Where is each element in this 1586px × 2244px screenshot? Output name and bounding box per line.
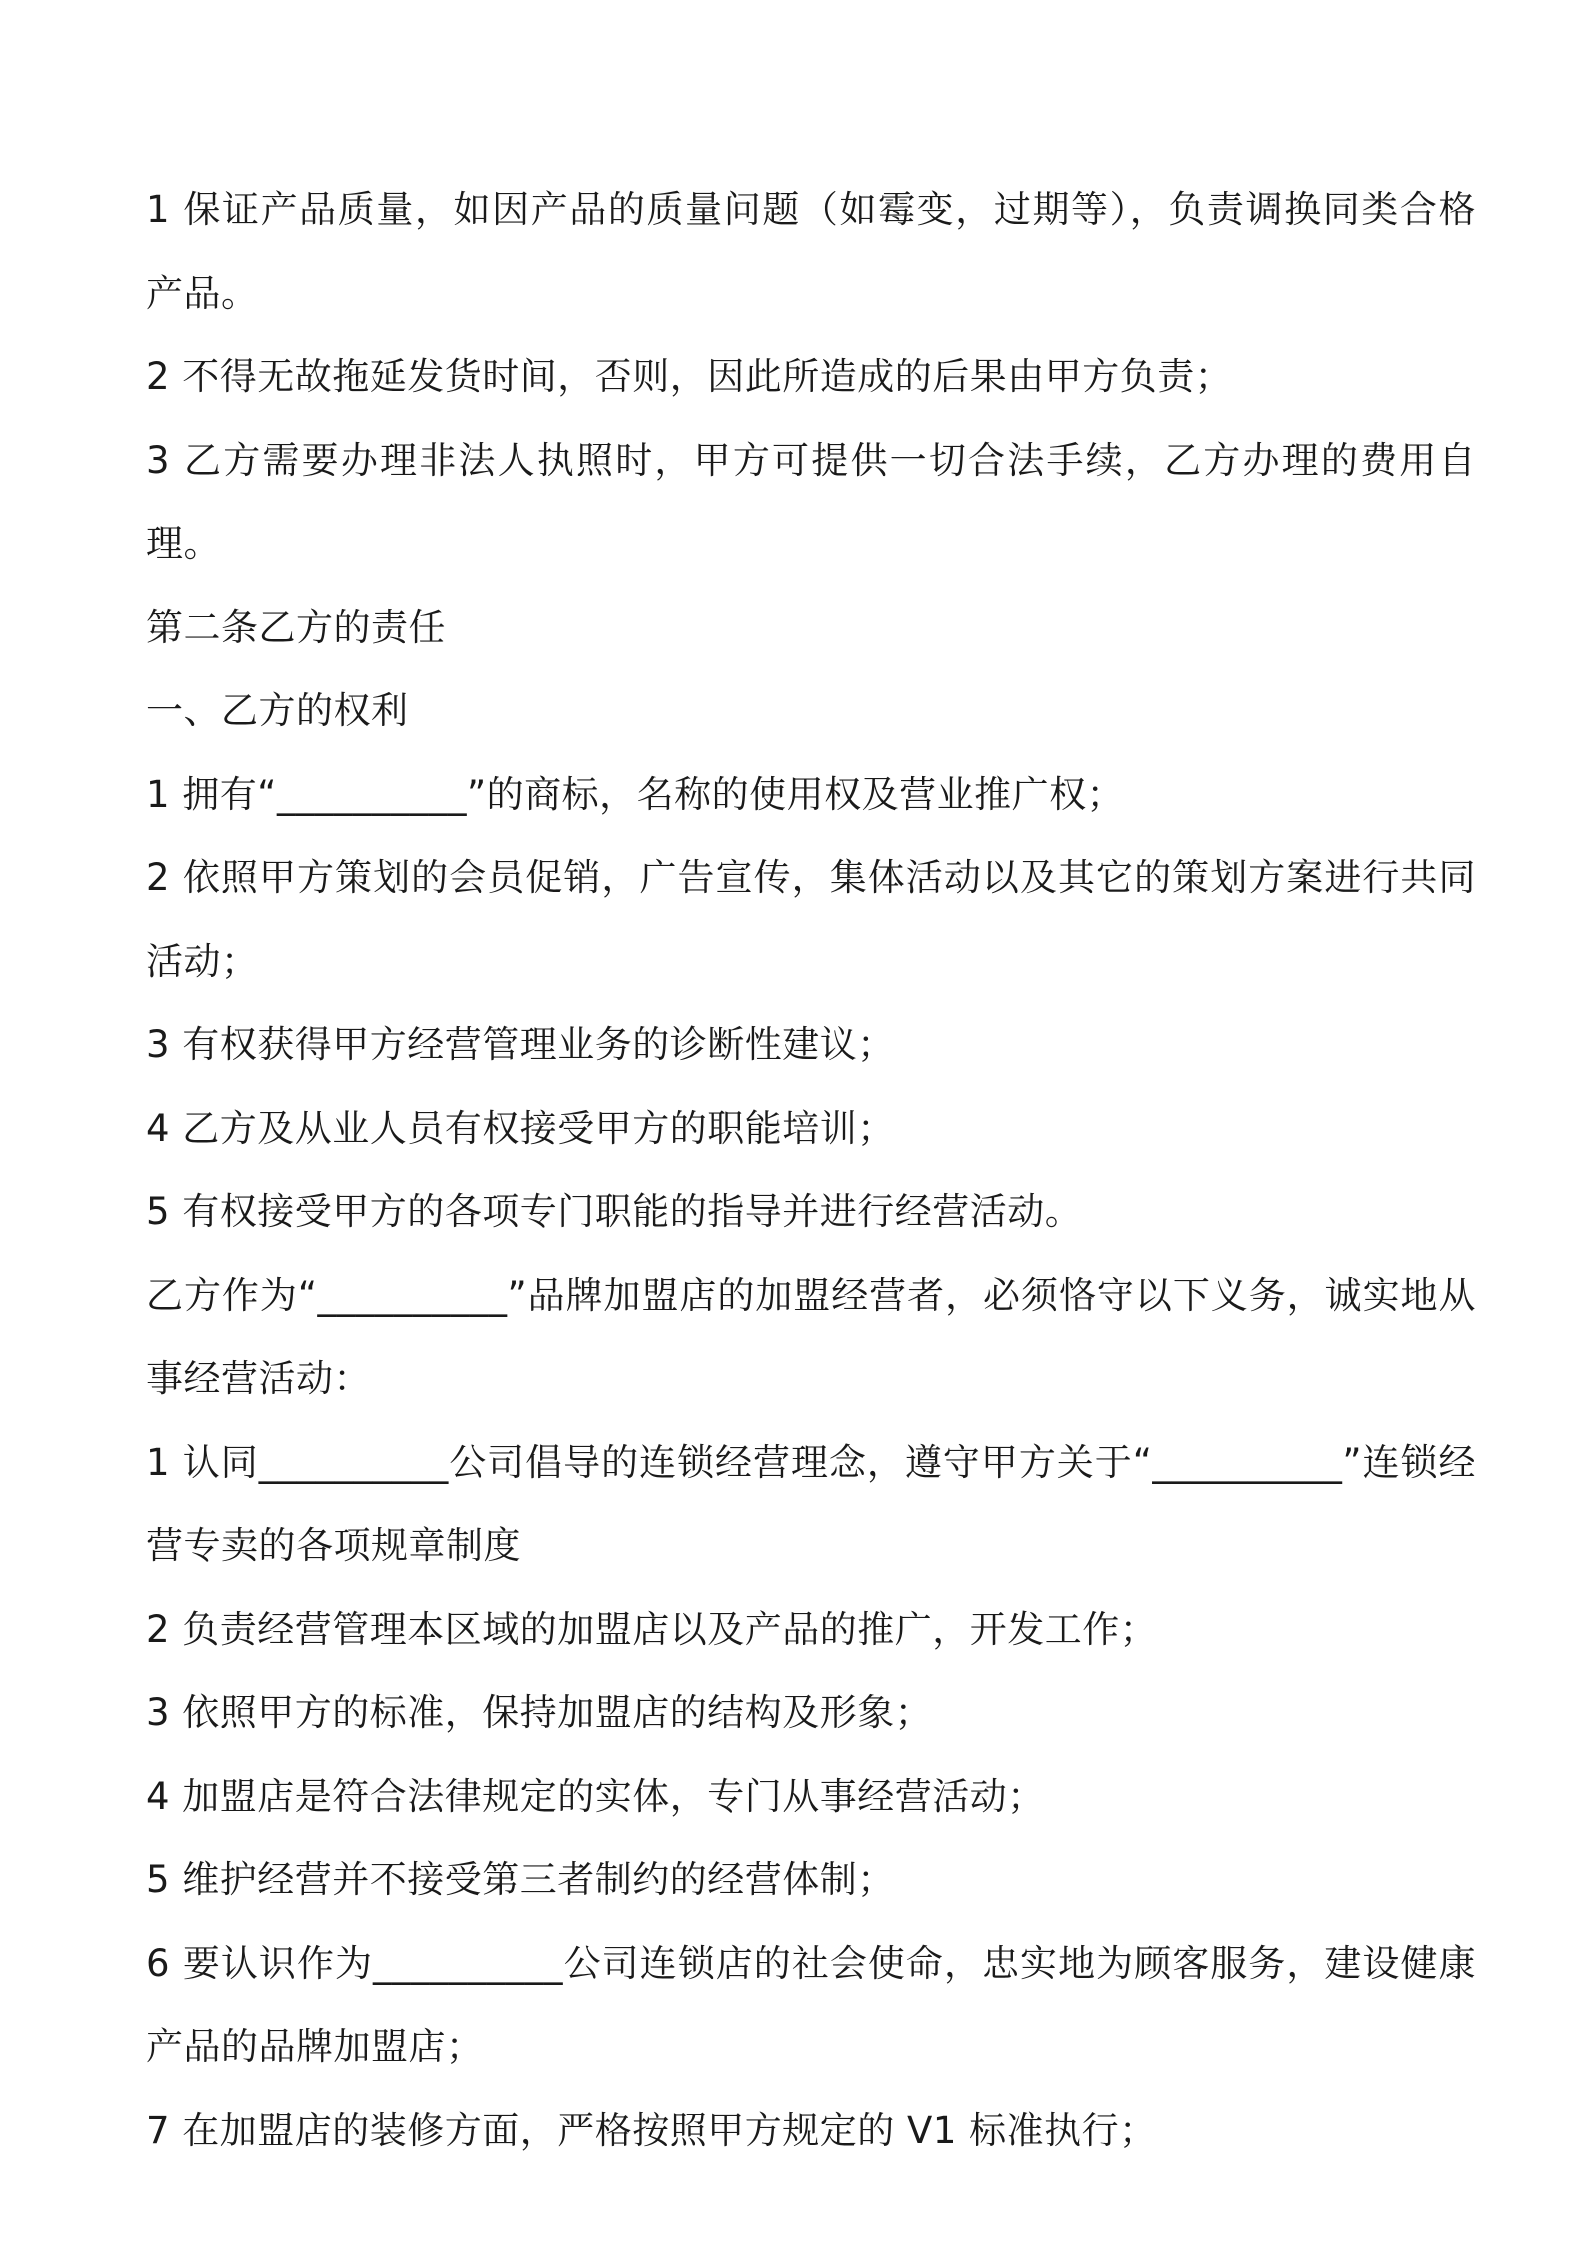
paragraph-obligation-2-management: 2 负责经营管理本区域的加盟店以及产品的推广，开发工作； xyxy=(146,1607,1158,1651)
paragraph-clause-2-delivery: 2 不得无故拖延发货时间，否则，因此所造成的后果由甲方负责； xyxy=(146,355,1233,398)
paragraph-right-1-trademark: 1 拥有“__________”的商标，名称的使用权及营业推广权； xyxy=(146,772,1125,816)
paragraph-obligation-4-entity: 4 加盟店是符合法律规定的实体，专门从事经营活动； xyxy=(146,1774,1045,1818)
paragraph-right-5-guidance: 5 有权接受甲方的各项专门职能的指导并进行经营活动。 xyxy=(146,1190,1083,1233)
section-heading-article-2: 第二条乙方的责任 xyxy=(146,605,446,649)
paragraph-obligation-6-mission: 6 要认识作为__________公司连锁店的社会使命，忠实地为顾客服务，建设健康产品的品牌加盟店； xyxy=(146,1941,1476,2068)
paragraph-obligation-5-independence: 5 维护经营并不接受第三者制约的经营体制； xyxy=(146,1858,895,1901)
paragraph-clause-3-license: 3 乙方需要办理非法人执照时，甲方可提供一切合法手续，乙方办理的费用自理。 xyxy=(146,438,1476,565)
subsection-heading-rights: 一、乙方的权利 xyxy=(146,689,409,732)
paragraph-obligations-intro: 乙方作为“__________”品牌加盟店的加盟经营者，必须恪守以下义务，诚实地从事经营活动： xyxy=(146,1273,1476,1400)
paragraph-clause-1-quality: 1 保证产品质量，如因产品的质量问题（如霉变，过期等），负责调换同类合格产品。 xyxy=(146,188,1476,315)
paragraph-right-4-training: 4 乙方及从业人员有权接受甲方的职能培训； xyxy=(146,1106,895,1150)
paragraph-obligation-1-philosophy: 1 认同__________公司倡导的连锁经营理念，遵守甲方关于“__________”连锁经营专卖的各项规章制度 xyxy=(146,1440,1476,1567)
paragraph-obligation-7-decoration: 7 在加盟店的装修方面，严格按照甲方规定的 V1 标准执行； xyxy=(146,2108,1157,2152)
paragraph-right-2-promotion: 2 依照甲方策划的会员促销，广告宣传，集体活动以及其它的策划方案进行共同活动； xyxy=(146,856,1476,983)
paragraph-obligation-3-standards: 3 依照甲方的标准，保持加盟店的结构及形象； xyxy=(146,1691,933,1734)
paragraph-right-3-advice: 3 有权获得甲方经营管理业务的诊断性建议； xyxy=(146,1023,895,1066)
document-page xyxy=(146,168,1476,2172)
